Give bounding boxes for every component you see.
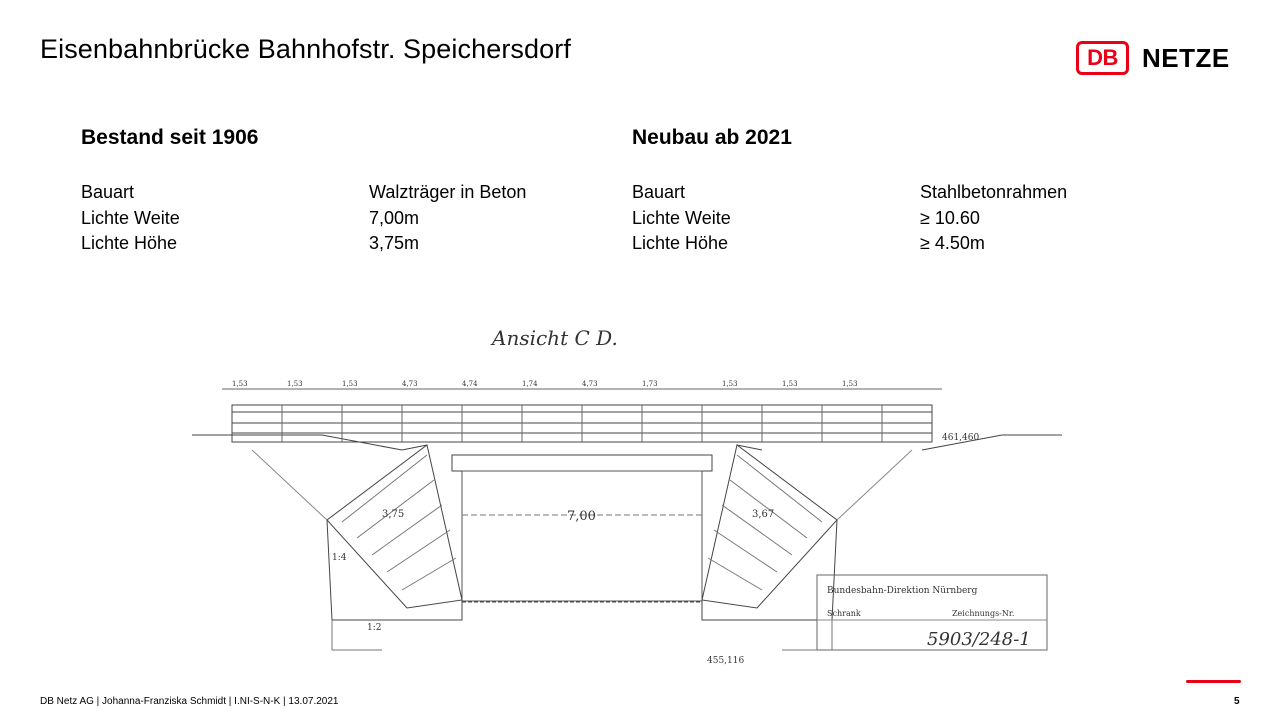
netze-wordmark: NETZE [1142, 42, 1230, 73]
new-bridge-column [632, 126, 1067, 257]
dim-label: 1,53 [722, 380, 738, 388]
spec-label: Lichte Weite [81, 207, 180, 228]
spec-value: Walzträger in Beton [369, 182, 527, 202]
accent-line [1186, 680, 1241, 683]
spec-row [81, 206, 526, 232]
bridge-technical-drawing [162, 290, 1080, 670]
height-right-label: 3,67 [752, 509, 775, 520]
spec-value: ≥ 4.50m [920, 233, 985, 253]
height-left-label: 3,75 [382, 509, 405, 520]
dim-label: 1,53 [842, 380, 858, 388]
existing-specs [81, 180, 526, 257]
db-netze-logo [1076, 38, 1230, 78]
new-heading: Neubau ab 2021 [632, 126, 792, 149]
spec-row [81, 231, 526, 257]
stamp-line: Schrank [827, 609, 861, 618]
stamp-number: 5903/248-1 [927, 629, 1031, 650]
spec-label: Lichte Höhe [81, 233, 178, 253]
stamp-line: Zeichnungs-Nr. [952, 609, 1015, 618]
page-number: 5 [1234, 696, 1240, 707]
spec-value: 3,75m [369, 233, 420, 253]
spec-row [632, 206, 1067, 232]
spec-row [632, 180, 1067, 206]
db-logo-icon: DB [1076, 41, 1129, 75]
existing-heading: Bestand seit 1906 [81, 126, 259, 149]
dim-label: 4,73 [402, 380, 418, 388]
spec-label: Lichte Höhe [632, 233, 729, 253]
level-top-label: 461,460 [942, 433, 980, 443]
footer-text: DB Netz AG | Johanna-Franziska Schmidt | I.NI-S-N-K | 13.07.2021 [40, 696, 339, 707]
spec-value: ≥ 10.60 [920, 207, 980, 228]
dim-label: 1,53 [287, 380, 303, 388]
new-specs [632, 180, 1067, 257]
dim-label: 4,74 [462, 380, 478, 388]
spec-label: Bauart [632, 182, 686, 202]
dim-label: 1,74 [522, 380, 538, 388]
page-title: Eisenbahnbrücke Bahnhofstr. Speichersdorf [40, 34, 571, 64]
slope-label: 1:2 [367, 623, 382, 633]
spec-value: Stahlbetonrahmen [920, 182, 1068, 202]
existing-bridge-column [81, 126, 526, 257]
slope-label: 1:4 [332, 553, 347, 563]
dim-label: 1,53 [342, 380, 358, 388]
spec-value: 7,00m [369, 207, 420, 228]
spec-row [81, 180, 526, 206]
span-label: 7,00 [567, 509, 596, 524]
stamp-line: Bundesbahn-Direktion Nürnberg [827, 586, 978, 596]
spec-row [632, 231, 1067, 257]
dim-label: 1,53 [232, 380, 248, 388]
spec-label: Bauart [81, 182, 135, 202]
dim-label: 1,53 [782, 380, 798, 388]
dim-label: 1,73 [642, 380, 658, 388]
drawing-caption: Ansicht C D. [492, 326, 618, 350]
spec-label: Lichte Weite [632, 207, 731, 228]
level-bottom-label: 455,116 [707, 656, 745, 666]
dim-label: 4,73 [582, 380, 598, 388]
